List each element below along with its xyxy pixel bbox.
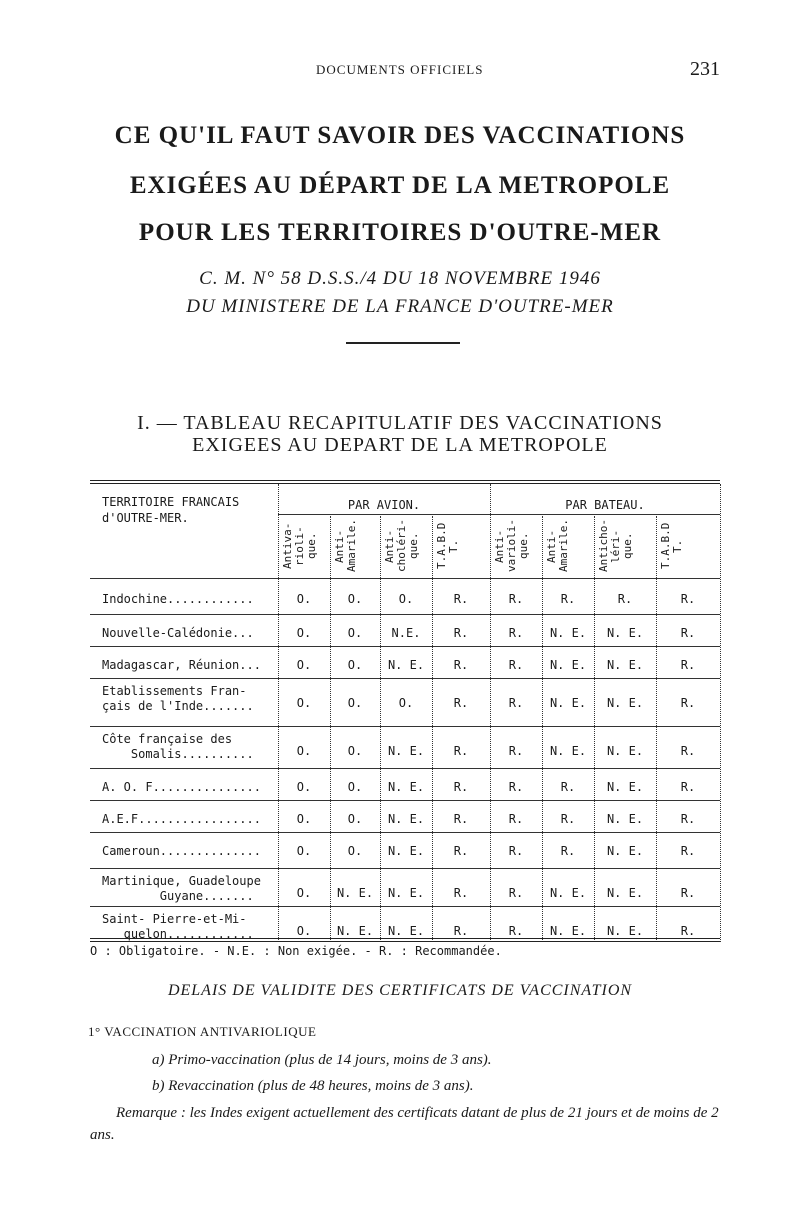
- territory-name: A.E.F.................: [102, 812, 261, 826]
- table-cell: R.: [453, 744, 469, 758]
- territory-name: Nouvelle-Calédonie...: [102, 626, 254, 640]
- row-divider: [90, 646, 720, 647]
- table-cell: R.: [617, 592, 633, 606]
- running-title: DOCUMENTS OFFICIELS: [316, 62, 484, 77]
- table-cell: N. E.: [387, 780, 425, 794]
- territory-name: Madagascar, Réunion...: [102, 658, 261, 672]
- table-cell: N. E.: [549, 886, 587, 900]
- group-header-bateau: PAR BATEAU.: [565, 498, 645, 512]
- table-cell: R.: [508, 744, 524, 758]
- table-legend: O : Obligatoire. - N.E. : Non exigée. - R. : Recommandée.: [90, 944, 502, 958]
- table-cell: O.: [296, 626, 312, 640]
- table-cell: R.: [560, 844, 576, 858]
- column-header-2: Anti- Amarile.: [333, 519, 358, 573]
- table-cell: N. E.: [336, 924, 374, 938]
- section-title-line-1: I. — TABLEAU RECAPITULATIF DES VACCINATIONS: [137, 412, 663, 434]
- subtitle-line-1: C. M. N° 58 D.S.S./4 DU 18 NOVEMBRE 1946: [199, 268, 601, 289]
- column-header-6: Anti- Amarile.: [545, 519, 570, 573]
- table-cell: R.: [560, 812, 576, 826]
- table-cell: O.: [347, 844, 363, 858]
- table-cell: N. E.: [606, 744, 644, 758]
- table-cell: R.: [508, 592, 524, 606]
- section-title-line-2: EXIGEES AU DEPART DE LA METROPOLE: [192, 434, 608, 456]
- table-cell: R.: [680, 844, 696, 858]
- table-cell: R.: [453, 924, 469, 938]
- territory-name: Indochine............: [102, 592, 254, 606]
- table-cell: R.: [680, 696, 696, 710]
- table-cell: R.: [508, 812, 524, 826]
- column-divider: [656, 516, 657, 942]
- table-cell: R.: [680, 780, 696, 794]
- table-cell: R.: [680, 924, 696, 938]
- territory-name: Saint- Pierre-et-Mi- quelon............: [102, 912, 254, 941]
- table-cell: N. E.: [336, 886, 374, 900]
- column-divider: [542, 516, 543, 942]
- item-a: a) Primo-vaccination (plus de 14 jours, moins de 3 ans).: [152, 1052, 492, 1068]
- row-divider: [90, 800, 720, 801]
- column-header-5: Anti- varioli- que.: [493, 519, 530, 573]
- table-cell: N. E.: [606, 780, 644, 794]
- table-cell: N. E.: [606, 626, 644, 640]
- row-divider: [90, 906, 720, 907]
- table-cell: N. E.: [387, 812, 425, 826]
- row-divider: [90, 868, 720, 869]
- table-cell: R.: [680, 886, 696, 900]
- table-cell: N. E.: [387, 744, 425, 758]
- table-cell: O.: [347, 696, 363, 710]
- column-divider: [278, 484, 279, 942]
- subtitle-line-2: DU MINISTERE DE LA FRANCE D'OUTRE-MER: [186, 296, 614, 317]
- table-cell: N. E.: [387, 886, 425, 900]
- table-cell: R.: [680, 812, 696, 826]
- remarque: Remarque : les Indes exigent actuellement des certificats datant de plus de 21 jours et de moins de 2 ans.: [90, 1105, 719, 1143]
- corner-header: TERRITOIRE FRANCAIS d'OUTRE-MER.: [102, 495, 240, 525]
- territory-name: Etablissements Fran- çais de l'Inde.......: [102, 684, 254, 713]
- table-cell: N. E.: [606, 924, 644, 938]
- table-cell: R.: [453, 886, 469, 900]
- table-cell: O.: [398, 592, 414, 606]
- table-cell: N. E.: [549, 658, 587, 672]
- column-divider: [490, 484, 491, 942]
- territory-name: Cameroun..............: [102, 844, 261, 858]
- territory-name: Côte française des Somalis..........: [102, 732, 254, 761]
- table-cell: O.: [347, 658, 363, 672]
- table-cell: R.: [508, 658, 524, 672]
- table-cell: N. E.: [387, 844, 425, 858]
- table-cell: N. E.: [606, 844, 644, 858]
- row-divider: [90, 726, 720, 727]
- table-cell: O.: [296, 658, 312, 672]
- table-cell: O.: [347, 780, 363, 794]
- column-divider: [594, 516, 595, 942]
- table-cell: R.: [508, 696, 524, 710]
- delais-title: DELAIS DE VALIDITE DES CERTIFICATS DE VACCINATION: [167, 982, 633, 999]
- title-line-1: CE QU'IL FAUT SAVOIR DES VACCINATIONS: [114, 122, 686, 149]
- table-cell: O.: [347, 592, 363, 606]
- table-cell: O.: [296, 780, 312, 794]
- table-cell: N. E.: [606, 886, 644, 900]
- title-line-2: EXIGÉES AU DÉPART DE LA METROPOLE: [129, 172, 671, 199]
- column-header-1: Antiva- rioli- que.: [281, 522, 318, 570]
- group-header-rule: [278, 514, 720, 515]
- table-cell: O.: [296, 924, 312, 938]
- table-cell: O.: [296, 744, 312, 758]
- table-cell: R.: [508, 844, 524, 858]
- column-divider: [330, 516, 331, 942]
- row-divider: [90, 678, 720, 679]
- table-cell: R.: [508, 886, 524, 900]
- page-number: 231: [690, 58, 720, 80]
- territory-name: Martinique, Guadeloupe Guyane.......: [102, 874, 261, 903]
- table-cell: N.E.: [391, 626, 421, 640]
- column-divider: [720, 484, 721, 942]
- table-cell: R.: [453, 696, 469, 710]
- table-cell: N. E.: [606, 696, 644, 710]
- table-cell: R.: [453, 592, 469, 606]
- separator-rule: [346, 342, 460, 344]
- column-divider: [380, 516, 381, 942]
- territory-name: A. O. F...............: [102, 780, 261, 794]
- table-cell: O.: [296, 592, 312, 606]
- table-cell: N. E.: [549, 626, 587, 640]
- table-cell: R.: [453, 844, 469, 858]
- column-header-4: T.A.B.D T.: [435, 522, 460, 570]
- table-cell: R.: [560, 592, 576, 606]
- table-cell: N. E.: [387, 658, 425, 672]
- column-header-7: Anticho- léri- que.: [597, 519, 634, 573]
- table-cell: O.: [296, 812, 312, 826]
- table-cell: O.: [347, 626, 363, 640]
- row-divider: [90, 938, 720, 942]
- column-divider: [432, 516, 433, 942]
- table-cell: R.: [453, 812, 469, 826]
- column-header-8: T.A.B.D T.: [659, 522, 684, 570]
- column-header-3: Anti- choléri- que.: [383, 519, 420, 573]
- table-cell: N. E.: [549, 696, 587, 710]
- table-cell: N. E.: [549, 744, 587, 758]
- table-cell: R.: [680, 744, 696, 758]
- table-cell: O.: [347, 744, 363, 758]
- header-bottom-rule: [90, 578, 720, 579]
- table-cell: R.: [680, 658, 696, 672]
- table-cell: O.: [296, 886, 312, 900]
- table-cell: N. E.: [549, 924, 587, 938]
- table-cell: N. E.: [606, 658, 644, 672]
- table-cell: R.: [453, 658, 469, 672]
- table-cell: R.: [453, 780, 469, 794]
- table-cell: N. E.: [606, 812, 644, 826]
- row-divider: [90, 614, 720, 615]
- row-divider: [90, 832, 720, 833]
- table-cell: O.: [296, 844, 312, 858]
- table-cell: O.: [398, 696, 414, 710]
- table-cell: O.: [296, 696, 312, 710]
- table-cell: R.: [453, 626, 469, 640]
- table-cell: R.: [508, 924, 524, 938]
- row-divider: [90, 768, 720, 769]
- group-header-avion: PAR AVION.: [347, 498, 421, 512]
- vaccination-table: [90, 480, 720, 942]
- table-cell: R.: [560, 780, 576, 794]
- table-cell: R.: [680, 592, 696, 606]
- table-top-border: [90, 480, 720, 484]
- item-b: b) Revaccination (plus de 48 heures, moins de 3 ans).: [152, 1078, 474, 1094]
- item1-title: 1° VACCINATION ANTIVARIOLIQUE: [88, 1024, 317, 1039]
- table-cell: R.: [508, 780, 524, 794]
- table-cell: R.: [680, 626, 696, 640]
- table-cell: O.: [347, 812, 363, 826]
- table-cell: N. E.: [387, 924, 425, 938]
- title-line-3: POUR LES TERRITOIRES D'OUTRE-MER: [138, 219, 662, 246]
- table-cell: R.: [508, 626, 524, 640]
